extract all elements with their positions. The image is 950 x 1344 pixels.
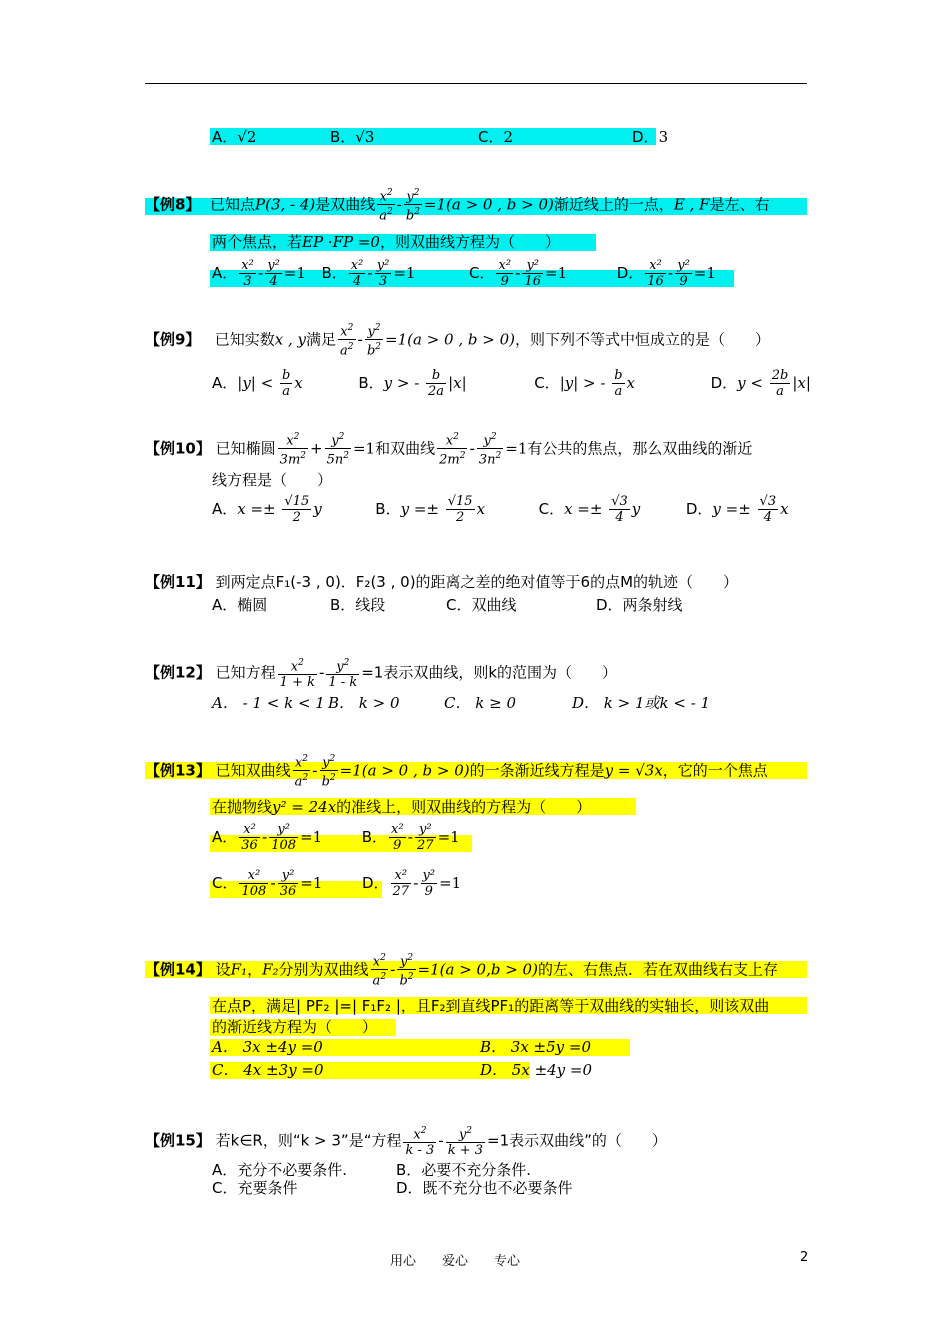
example-9-line-1: 【例9】 已知实数x , y满足 $\frac{x^2}{a^2}$ - $\frac{y^2}{b^2}$ =1(a > 0 , b > 0)，则下列不等式中恒成立的是（ ） (145, 323, 770, 359)
example-11-option-d: D．两条射线 (596, 596, 683, 614)
example-9-options: A．|y| < $\frac{b}{a}$ x B．y > - $\frac{b}{2a}$ |x| C．|y| > - $\frac{b}{a}$ x D．y < $\frac{2b}{a}$ |x| (212, 368, 811, 399)
example-12-option-b: B． k > 0 (328, 694, 400, 712)
example-12-option-c: C． k ≥ 0 (444, 694, 516, 712)
example-14-line-2: 在点P，满足| PF₂ |=| F₁F₂ |，且F₂到直线PF₁的距离等于双曲线的实轴长，则该双曲 (212, 997, 770, 1015)
example-8-line-2: 两个焦点，若EP ·FP =0，则双曲线方程为（ ） (212, 233, 560, 251)
top-option-c: C．2 (478, 128, 514, 146)
header-rule (145, 83, 807, 84)
example-14-option-b: B． 3x ±5y =0 (480, 1038, 592, 1056)
example-15-line-1: 【例15】 若k∈R，则“k > 3”是“方程 $\frac{x^2}{k - 3}$ - $\frac{y^2}{k + 3}$ =1表示双曲线”的（ ） (145, 1126, 667, 1159)
example-8-options: A． $\frac{\text{x²}}{3}$ - $\frac{\text{y²}}{4}$ =1 B． $\frac{\text{x²}}{4}$ - $\frac{\text{y²}}{3}$ =1 C． $\frac{\text{x²}}{9}$ - $\frac{\text{y²}}{16}$ =1 D． $\frac{\text{x²}}{16}$ - $\frac{\text{y²}}{9}$ =1 (212, 258, 716, 289)
example-14-option-d: D． 5x ±4y =0 (480, 1061, 593, 1079)
example-15-option-b: B．必要不充分条件. (396, 1161, 532, 1179)
example-12-option-d: D． k > 1或k < - 1 (572, 694, 711, 712)
example-10-options: A．x =± $\frac{√15}{2}$ y B．y =± $\frac{√15}{2}$ x C．x =± $\frac{√3}{4}$ y D．y =± $\frac{√3}{4}$ x (212, 494, 789, 525)
example-14-line-3: 的渐近线方程为（ ） (212, 1018, 378, 1036)
top-option-a: A．√2 (212, 128, 257, 146)
example-8-line-1: 【例8】 已知点P(3, - 4)是双曲线 $\frac{x^2}{a^2}$ - $\frac{y^2}{b^2}$ =1(a > 0 , b > 0)渐近线上的一点，E , F是左、右 (145, 188, 770, 224)
example-14-option-c: C． 4x ±3y =0 (212, 1061, 324, 1079)
example-11-option-c: C．双曲线 (446, 596, 517, 614)
example-15-option-a: A．充分不必要条件. (212, 1161, 348, 1179)
example-14-line-1: 【例14】 设F₁，F₂分别为双曲线 $\frac{x^2}{a^2}$ - $\frac{y^2}{b^2}$ =1(a > 0,b > 0)的左、右焦点．若在双曲线右支上存 (145, 953, 778, 989)
example-15-option-c: C．充要条件 (212, 1179, 298, 1197)
example-13-line-2: 在抛物线y² = 24x的准线上，则双曲线的方程为（ ） (212, 798, 592, 816)
example-14-option-a: A． 3x ±4y =0 (212, 1038, 323, 1056)
example-10-line-2: 线方程是（ ） (212, 471, 333, 489)
top-option-b: B．√3 (330, 128, 375, 146)
top-option-d: D．3 (632, 128, 669, 146)
example-11-option-b: B．线段 (330, 596, 386, 614)
example-10-line-1: 【例10】 已知椭圆 $\frac{x^2}{3m^2}$ + $\frac{y^2}{5n^2}$ =1和双曲线 $\frac{x^2}{2m^2}$ - $\frac{y^2}{3n^2}$ =1有公共的焦点，那么双曲线的渐近 (145, 432, 753, 468)
footer-slogan: 用心 爱心 专心 (390, 1254, 521, 1269)
example-11-option-a: A．椭圆 (212, 596, 268, 614)
example-12-line-1: 【例12】 已知方程 $\frac{x^2}{1 + k}$ - $\frac{y^2}{1 - k}$ =1表示双曲线，则k的范围为（ ） (145, 658, 618, 691)
example-12-option-a: A． - 1 < k < 1 (212, 694, 325, 712)
example-13-options-ab: A． $\frac{\text{x²}}{36}$ - $\frac{\text{y²}}{108}$ =1 B． $\frac{\text{x²}}{9}$ - $\frac{\text{y²}}{27}$ =1 (212, 822, 460, 853)
example-11-line-1: 【例11】 到两定点F₁(-3 , 0)．F₂(3 , 0)的距离之差的绝对值等于6的点M的轨迹（ ） (145, 573, 739, 591)
example-15-option-d: D．既不充分也不必要条件 (396, 1179, 573, 1197)
example-13-options-cd: C． $\frac{\text{x²}}{108}$ - $\frac{\text{y²}}{36}$ =1 D． $\frac{\text{x²}}{27}$ - $\frac{\text{y²}}{9}$ =1 (212, 868, 462, 899)
page-number: 2 (800, 1250, 809, 1265)
example-13-line-1: 【例13】 已知双曲线 $\frac{x^2}{a^2}$ - $\frac{y^2}{b^2}$ =1(a > 0 , b > 0)的一条渐近线方程是y = √3x，它的一个焦点 (145, 754, 768, 790)
